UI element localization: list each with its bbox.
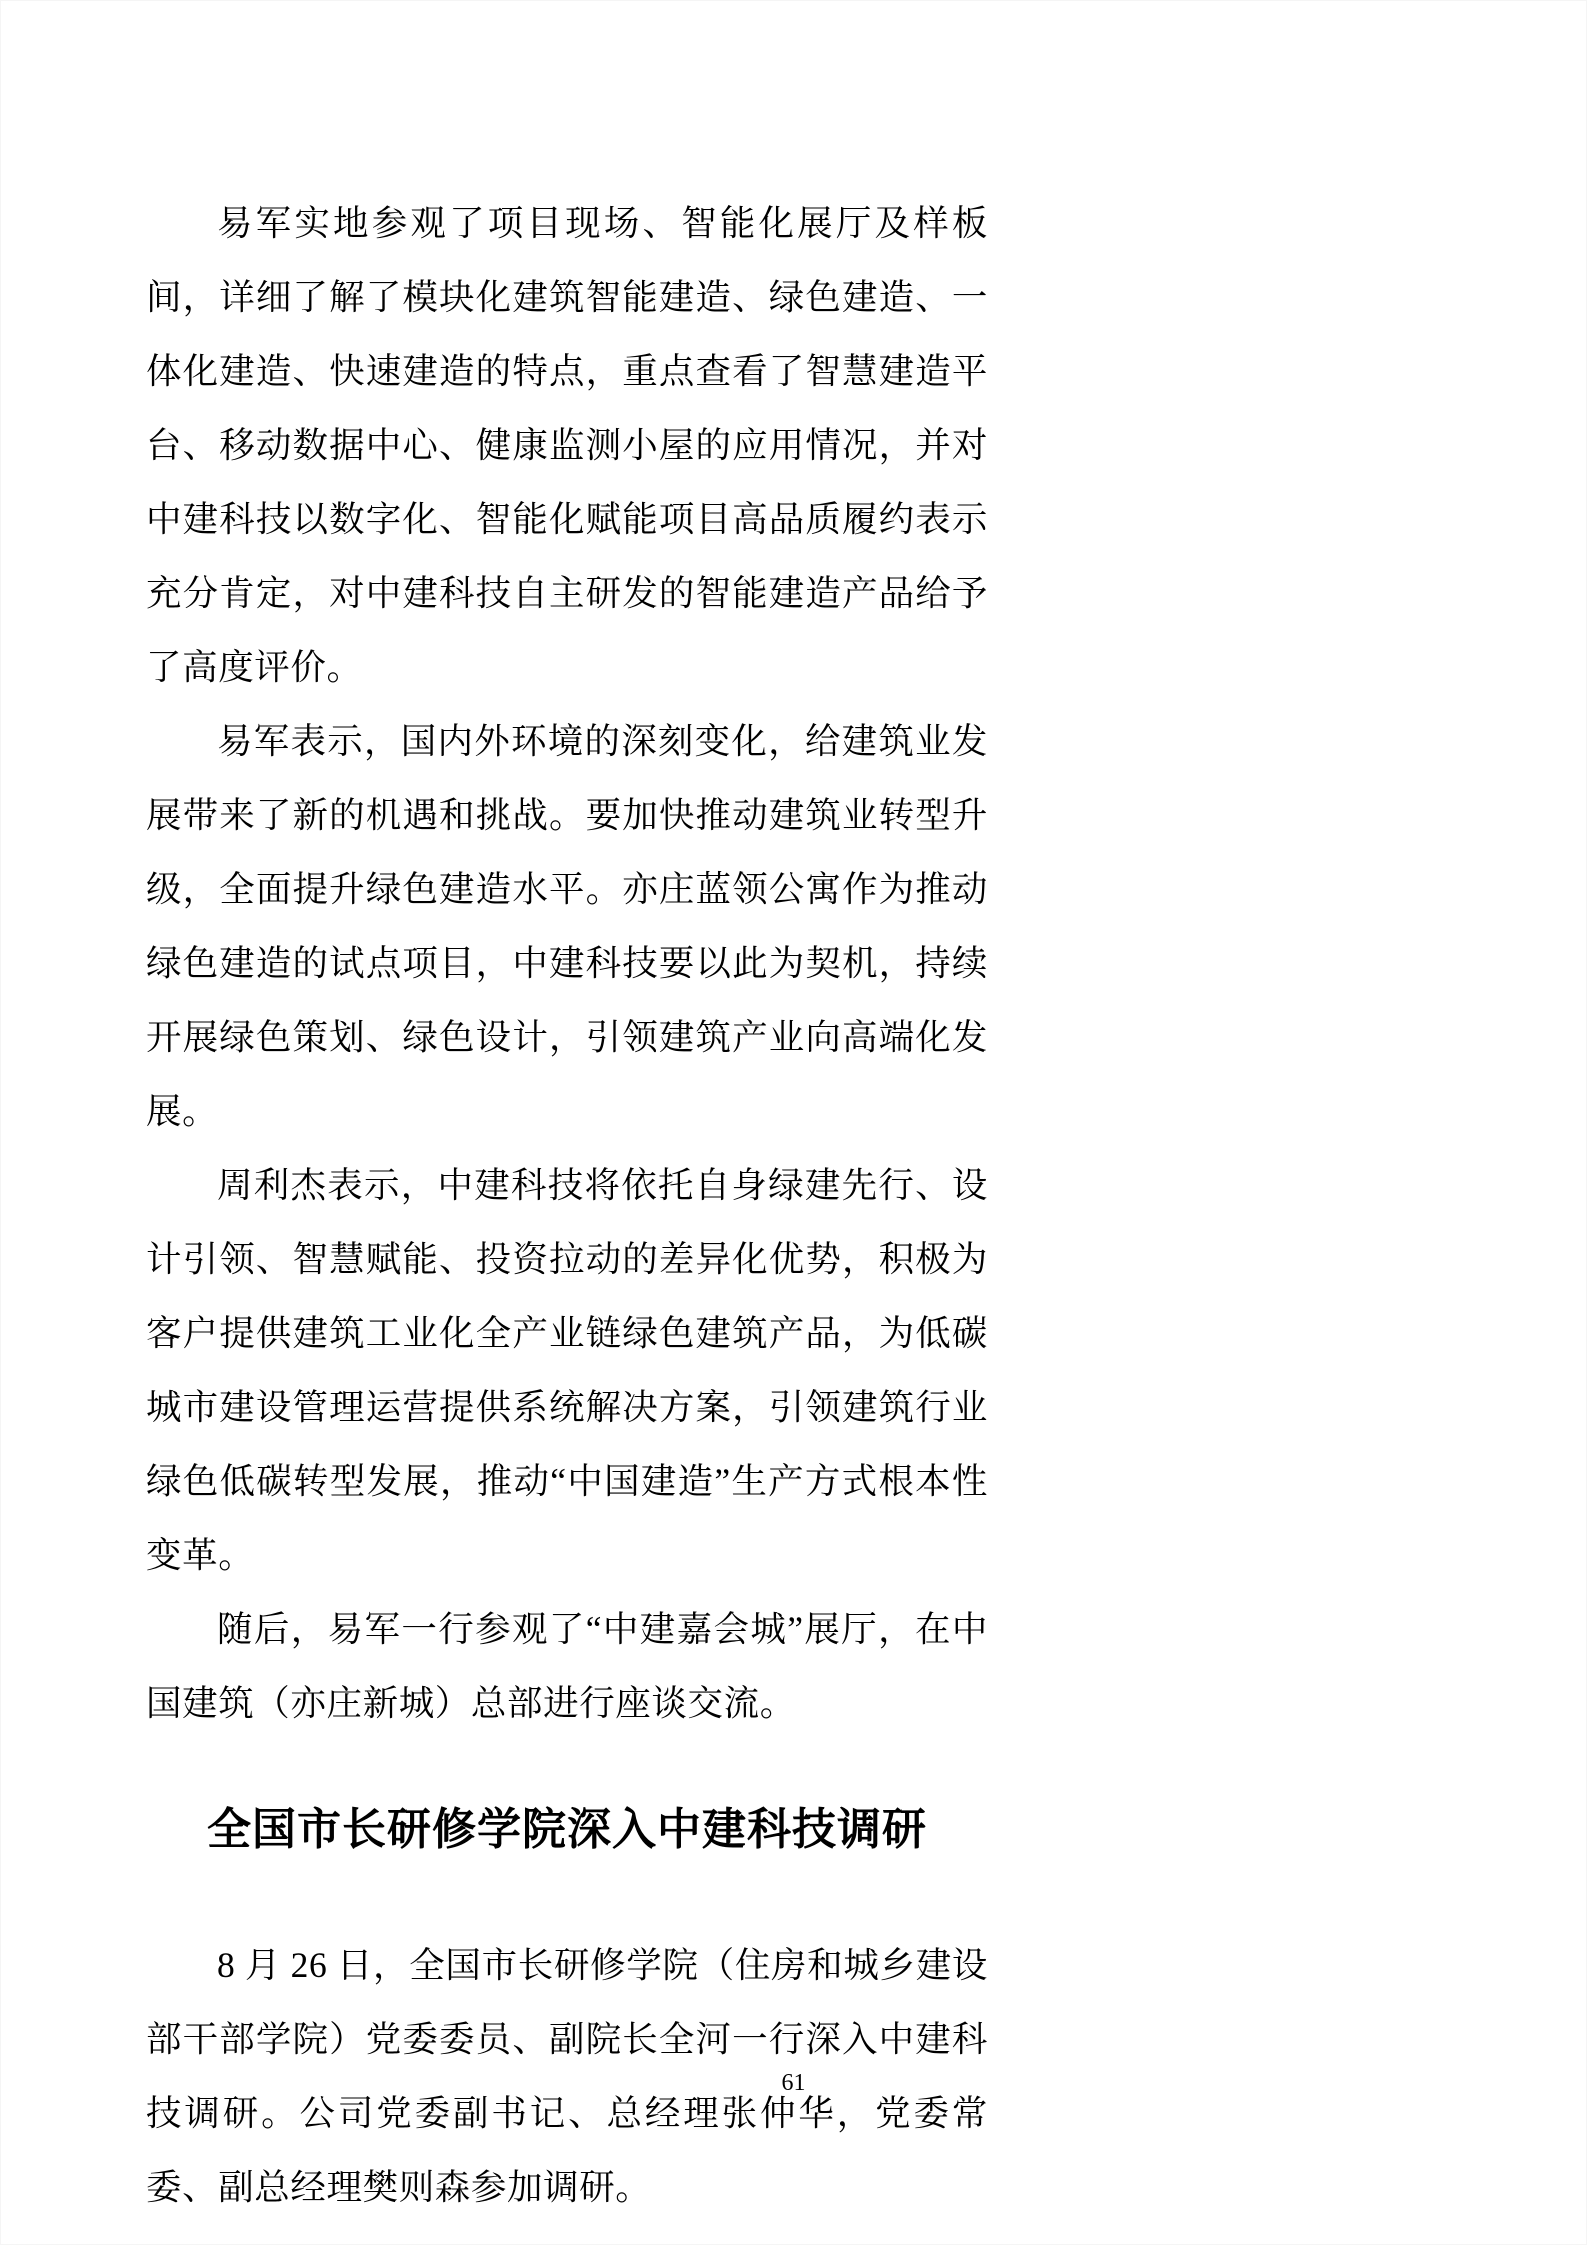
page-content: [146, 186, 988, 2224]
body-paragraph-3: 周利杰表示，中建科技将依托自身绿建先行、设计引领、智慧赋能、投资拉动的差异化优势，积极为客户提供建筑工业化全产业链绿色建筑产品，为低碳城市建设管理运营提供系统解决方案，引领建筑行业绿色低碳转型发展，推动“中国建造”生产方式根本性变革。: [146, 1165, 988, 1575]
body-paragraph-4: 随后，易军一行参观了“中建嘉会城”展厅，在中国建筑（亦庄新城）总部进行座谈交流。: [146, 1609, 988, 1723]
section-heading: 全国市长研修学院深入中建科技调研: [207, 1804, 927, 1855]
body-paragraph-2: 易军表示，国内外环境的深刻变化，给建筑业发展带来了新的机遇和挑战。要加快推动建筑业转型升级，全面提升绿色建造水平。亦庄蓝领公寓作为推动绿色建造的试点项目，中建科技要以此为契机，持续开展绿色策划、绿色设计，引领建筑产业向高端化发展。: [146, 721, 988, 1131]
heading-spacer: [146, 1866, 988, 1928]
section-paragraph-1: 8 月 26 日，全国市长研修学院（住房和城乡建设部干部学院）党委委员、副院长全河一行深入中建科技调研。公司党委副书记、总经理张仲华，党委常委、副总经理樊则森参加调研。: [146, 1945, 988, 2207]
page-number: 61: [781, 2070, 806, 2096]
body-paragraph-1: 易军实地参观了项目现场、智能化展厅及样板间，详细了解了模块化建筑智能建造、绿色建造、一体化建造、快速建造的特点，重点查看了智慧建造平台、移动数据中心、健康监测小屋的应用情况，并对中建科技以数字化、智能化赋能项目高品质履约表示充分肯定，对中建科技自主研发的智能建造产品给予了高度评价。: [146, 203, 988, 687]
